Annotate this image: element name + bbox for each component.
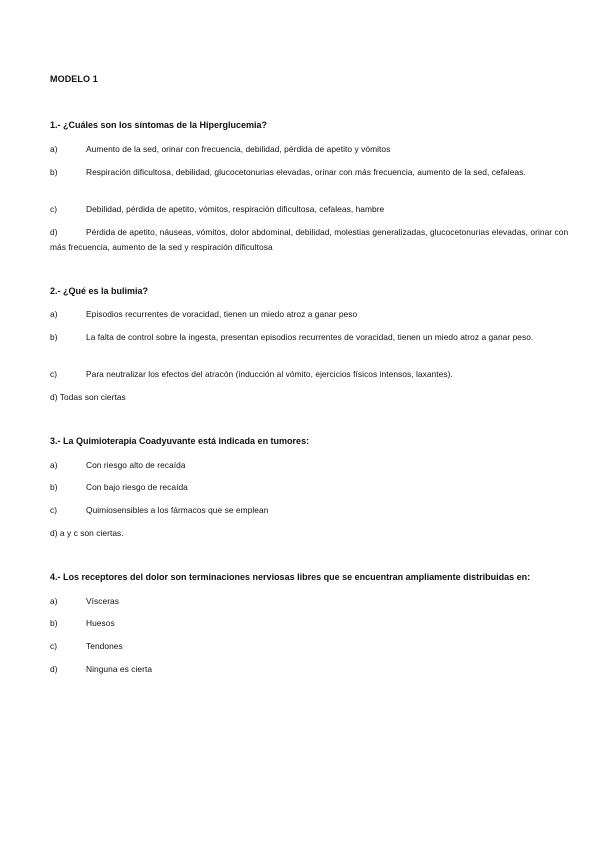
question-2-option-b [50,330,570,345]
question-4-option-a [50,594,570,609]
question-3-option-b [50,480,570,495]
question-3-title: 3.- La Quimioterapia Coadyuvante está indicada en tumores: [50,436,310,446]
question-1-option-d [50,225,570,254]
option-letter: a) [50,309,58,319]
option-letter: c) [50,369,58,379]
option-letter: c) [50,204,58,214]
option-text: Quimiosensibles a los fármacos que se emplean [86,505,269,515]
option-letter: a) [50,144,58,154]
question-2-option-d [50,390,570,405]
option-text: Aumento de la sed, orinar con frecuencia, debilidad, pérdida de apetito y vómitos [86,144,391,154]
option-text: Episodios recurrentes de voracidad, tienen un miedo atroz a ganar peso [86,309,358,319]
question-2-option-a [50,307,570,322]
option-text: Huesos [86,618,115,628]
option-text: Vísceras [86,596,119,606]
question-1-option-c [50,202,570,217]
option-text: d) Todas son ciertas [50,392,126,402]
question-1-option-b [50,165,570,180]
question-3-option-a [50,458,570,473]
option-text: Con bajo riesgo de recaída [86,482,188,492]
question-4-option-d [50,662,570,677]
question-4-option-b [50,616,570,631]
option-text: d) a y c son ciertas. [50,528,124,538]
option-letter: d) [50,227,58,237]
question-3-option-c [50,503,570,518]
question-3-option-d [50,526,570,541]
option-text: Tendones [86,641,123,651]
option-letter: b) [50,332,58,342]
option-letter: d) [50,664,58,674]
option-text: Para neutralizar los efectos del atracón (inducción al vómito, ejercicios físicos intensos, laxantes). [86,369,453,379]
option-text: Ninguna es cierta [86,664,153,674]
option-letter: c) [50,641,58,651]
option-text: La falta de control sobre la ingesta, presentan episodios recurrentes de voracidad, tienen un miedo atroz a ganar peso. [86,332,534,342]
option-letter: b) [50,482,58,492]
question-1-title: 1.- ¿Cuáles son los síntomas de la Hiperglucemia? [50,120,268,130]
option-text: Pérdida de apetito, náuseas, vómitos, dolor abdominal, debilidad, molestias generalizadas, glucocetonurias elevadas, orinar con más frecuencia, aumento de la sed y respiración dificultosa [50,227,569,252]
question-2-option-c [50,367,570,382]
option-letter: b) [50,167,58,177]
option-letter: b) [50,618,58,628]
option-letter: c) [50,505,58,515]
option-letter: a) [50,596,58,606]
question-1-option-a [50,142,570,157]
question-2-title: 2.- ¿Qué es la bulimia? [50,286,149,296]
question-4-title: 4.- Los receptores del dolor son terminaciones nerviosas libres que se encuentran ampliamente distribuidas en: [50,572,531,582]
option-letter: a) [50,460,58,470]
option-text: Respiración dificultosa, debilidad, glucocetonurias elevadas, orinar con más frecuencia, aumento de la sed, cefaleas. [86,167,526,177]
question-4-option-c [50,639,570,654]
document-title: MODELO 1 [50,74,98,84]
option-text: Con riesgo alto de recaída [86,460,186,470]
option-text: Debilidad, pérdida de apetito, vómitos, respiración dificultosa, cefaleas, hambre [86,204,385,214]
